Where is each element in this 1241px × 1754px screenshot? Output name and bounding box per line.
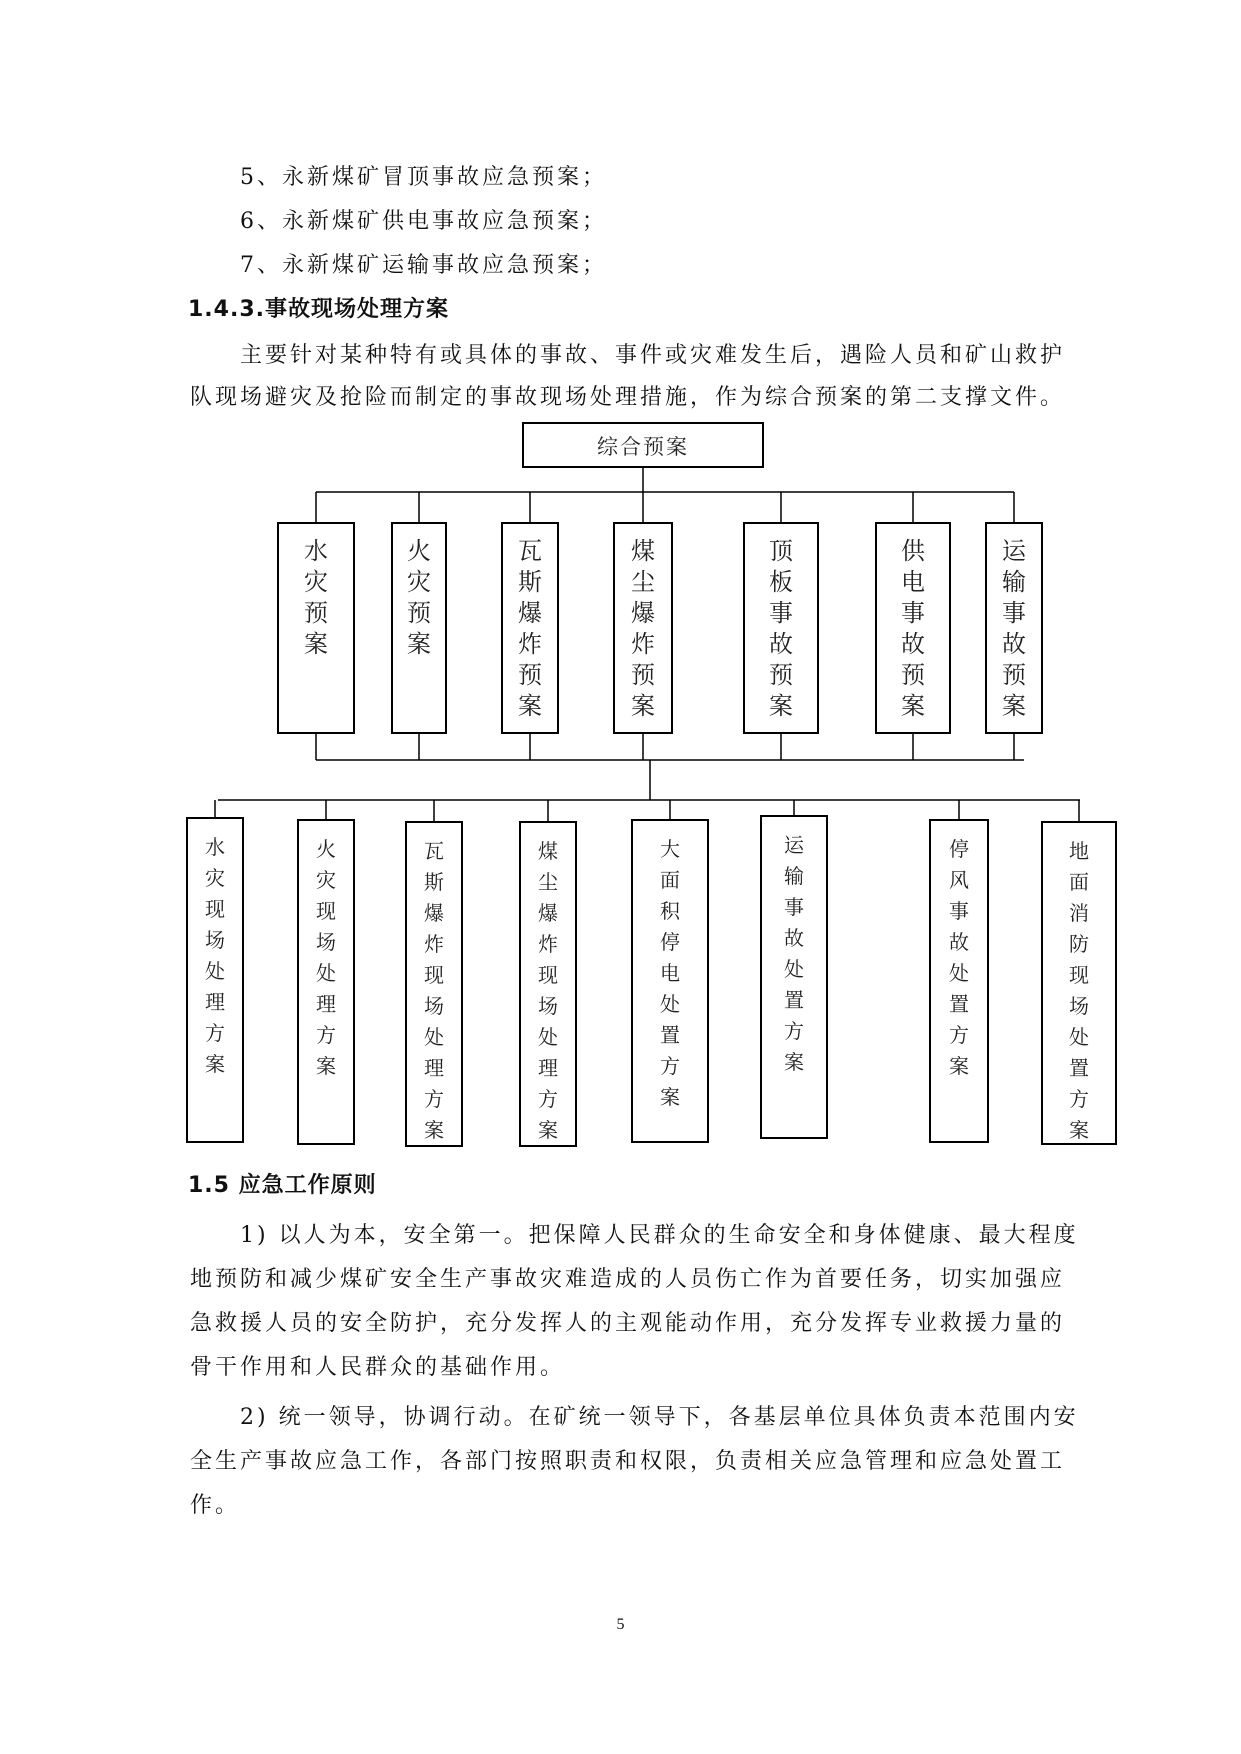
box-char: 斯: [518, 568, 542, 596]
box-char: 场: [1069, 994, 1089, 1018]
box-char: 面: [1069, 870, 1089, 894]
box-char: 理: [205, 990, 225, 1014]
box-char: 方: [784, 1019, 804, 1043]
section-heading: 1.5 应急工作原则: [188, 1173, 377, 1198]
box-char: 爆: [424, 901, 444, 925]
box-char: 灾: [304, 568, 328, 596]
box-char: 供: [901, 537, 925, 565]
box-char: 现: [538, 963, 558, 987]
box-char: 方: [424, 1087, 444, 1111]
box-char: 现: [316, 899, 336, 923]
level2-box: [1042, 822, 1116, 1144]
root-box: [523, 423, 763, 467]
box-char: 现: [205, 897, 225, 921]
paragraph-line: 2) 统一领导，协调行动。在矿统一领导下，各基层单位具体负责本范围内安: [240, 1405, 1079, 1430]
box-char: 处: [1069, 1025, 1089, 1049]
box-char: 理: [316, 992, 336, 1016]
box-char: 尘: [538, 870, 558, 894]
box-char: 处: [205, 959, 225, 983]
box-char: 案: [407, 630, 431, 658]
box-char: 案: [316, 1054, 336, 1078]
box-char: 案: [660, 1085, 680, 1109]
box-char: 方: [205, 1021, 225, 1045]
box-char: 炸: [424, 932, 444, 956]
box-char: 方: [660, 1054, 680, 1078]
paragraph-line: 1) 以人为本，安全第一。把保障人民群众的生命安全和身体健康、最大程度: [240, 1223, 1079, 1248]
box-char: 方: [1069, 1087, 1089, 1111]
box-char: 理: [538, 1056, 558, 1080]
box-char: 瓦: [518, 537, 542, 565]
box-char: 面: [660, 868, 680, 892]
paragraph-line: 急救援人员的安全防护，充分发挥人的主观能动作用，充分发挥专业救援力量的: [190, 1311, 1066, 1336]
box-char: 电: [901, 568, 925, 596]
box-char: 处: [660, 992, 680, 1016]
box-char: 案: [949, 1054, 969, 1078]
box-char: 爆: [538, 901, 558, 925]
box-char: 方: [949, 1023, 969, 1047]
box-char: 处: [538, 1025, 558, 1049]
box-char: 顶: [769, 537, 793, 565]
box-char: 现: [424, 963, 444, 987]
box-char: 板: [769, 568, 793, 596]
box-char: 事: [769, 599, 793, 627]
box-char: 场: [538, 994, 558, 1018]
box-char: 置: [1069, 1056, 1089, 1080]
box-char: 电: [660, 961, 680, 985]
level2-box: [298, 820, 354, 1144]
box-char: 处: [949, 961, 969, 985]
box-char: 预: [769, 661, 793, 689]
box-char: 事: [949, 899, 969, 923]
box-char: 炸: [518, 630, 542, 658]
box-char: 事: [1002, 599, 1026, 627]
box-char: 炸: [538, 932, 558, 956]
level1-box: [392, 523, 446, 733]
box-char: 预: [518, 661, 542, 689]
box-char: 场: [424, 994, 444, 1018]
box-char: 故: [1002, 630, 1026, 658]
box-char: 停: [949, 837, 969, 861]
box-char: 理: [424, 1056, 444, 1080]
box-char: 现: [1069, 963, 1089, 987]
box-char: 故: [949, 930, 969, 954]
box-char: 停: [660, 930, 680, 954]
level2-box: [520, 822, 576, 1146]
level2-box: [761, 816, 827, 1138]
box-char: 案: [901, 692, 925, 720]
box-char: 置: [949, 992, 969, 1016]
box-char: 爆: [518, 599, 542, 627]
box-char: 爆: [631, 599, 655, 627]
box-char: 事: [901, 599, 925, 627]
level1-box: [278, 523, 354, 733]
box-char: 置: [784, 988, 804, 1012]
box-char: 大: [660, 837, 680, 861]
box-char: 消: [1069, 901, 1089, 925]
list-item: 6、永新煤矿供电事故应急预案；: [240, 209, 607, 234]
box-char: 案: [518, 692, 542, 720]
box-char: 案: [769, 692, 793, 720]
root-label: 综合预案: [597, 435, 689, 459]
box-char: 风: [949, 868, 969, 892]
box-char: 案: [784, 1050, 804, 1074]
list-item: 7、永新煤矿运输事故应急预案；: [240, 253, 607, 278]
box-char: 炸: [631, 630, 655, 658]
paragraph-line: 地预防和减少煤矿安全生产事故灾难造成的人员伤亡作为首要任务，切实加强应: [190, 1267, 1066, 1292]
box-char: 灾: [205, 866, 225, 890]
box-char: 故: [901, 630, 925, 658]
box-char: 输: [784, 864, 804, 888]
box-char: 方: [538, 1087, 558, 1111]
box-char: 运: [1002, 537, 1026, 565]
box-char: 方: [316, 1023, 336, 1047]
box-char: 灾: [316, 868, 336, 892]
box-char: 置: [660, 1023, 680, 1047]
box-char: 防: [1069, 932, 1089, 956]
box-char: 煤: [631, 537, 655, 565]
list-item: 5、永新煤矿冒顶事故应急预案；: [240, 165, 607, 190]
box-char: 场: [205, 928, 225, 952]
box-char: 预: [1002, 661, 1026, 689]
box-char: 斯: [424, 870, 444, 894]
level1-box: [502, 523, 558, 733]
level2-box: [406, 822, 462, 1146]
level2-box: [930, 820, 988, 1142]
box-char: 火: [407, 537, 431, 565]
box-char: 火: [316, 837, 336, 861]
paragraph-line: 作。: [190, 1493, 241, 1518]
paragraph-line: 队现场避灾及抢险而制定的事故现场处理措施，作为综合预案的第二支撑文件。: [190, 385, 1066, 410]
level1-box: [744, 523, 818, 733]
box-char: 水: [304, 537, 328, 565]
box-char: 运: [784, 833, 804, 857]
paragraph-line: 主要针对某种特有或具体的事故、事件或灾难发生后，遇险人员和矿山救护: [240, 343, 1066, 368]
box-char: 预: [901, 661, 925, 689]
box-char: 事: [784, 895, 804, 919]
box-char: 案: [304, 630, 328, 658]
box-char: 尘: [631, 568, 655, 596]
paragraph-line: 骨干作用和人民群众的基础作用。: [190, 1355, 566, 1380]
level2-box: [632, 820, 708, 1142]
box-char: 瓦: [424, 839, 444, 863]
box-char: 场: [316, 930, 336, 954]
box-char: 处: [424, 1025, 444, 1049]
box-char: 处: [316, 961, 336, 985]
box-char: 故: [784, 926, 804, 950]
box-char: 案: [424, 1118, 444, 1142]
box-char: 预: [631, 661, 655, 689]
box-char: 案: [205, 1052, 225, 1076]
box-char: 预: [407, 599, 431, 627]
box-char: 煤: [538, 839, 558, 863]
box-char: 灾: [407, 568, 431, 596]
box-char: 预: [304, 599, 328, 627]
section-heading: 1.4.3.事故现场处理方案: [188, 297, 449, 322]
level2-box: [187, 818, 243, 1142]
box-char: 案: [538, 1118, 558, 1142]
box-char: 积: [660, 899, 680, 923]
box-char: 案: [1002, 692, 1026, 720]
box-char: 案: [631, 692, 655, 720]
box-char: 水: [205, 835, 225, 859]
paragraph-line: 全生产事故应急工作，各部门按照职责和权限，负责相关应急管理和应急处置工: [190, 1449, 1066, 1474]
box-char: 处: [784, 957, 804, 981]
level1-box: [876, 523, 950, 733]
level1-box: [986, 523, 1042, 733]
box-char: 故: [769, 630, 793, 658]
box-char: 地: [1069, 839, 1089, 863]
level1-box: [614, 523, 672, 733]
box-char: 案: [1069, 1118, 1089, 1142]
box-char: 输: [1002, 568, 1026, 596]
page-number: 5: [616, 1616, 625, 1633]
